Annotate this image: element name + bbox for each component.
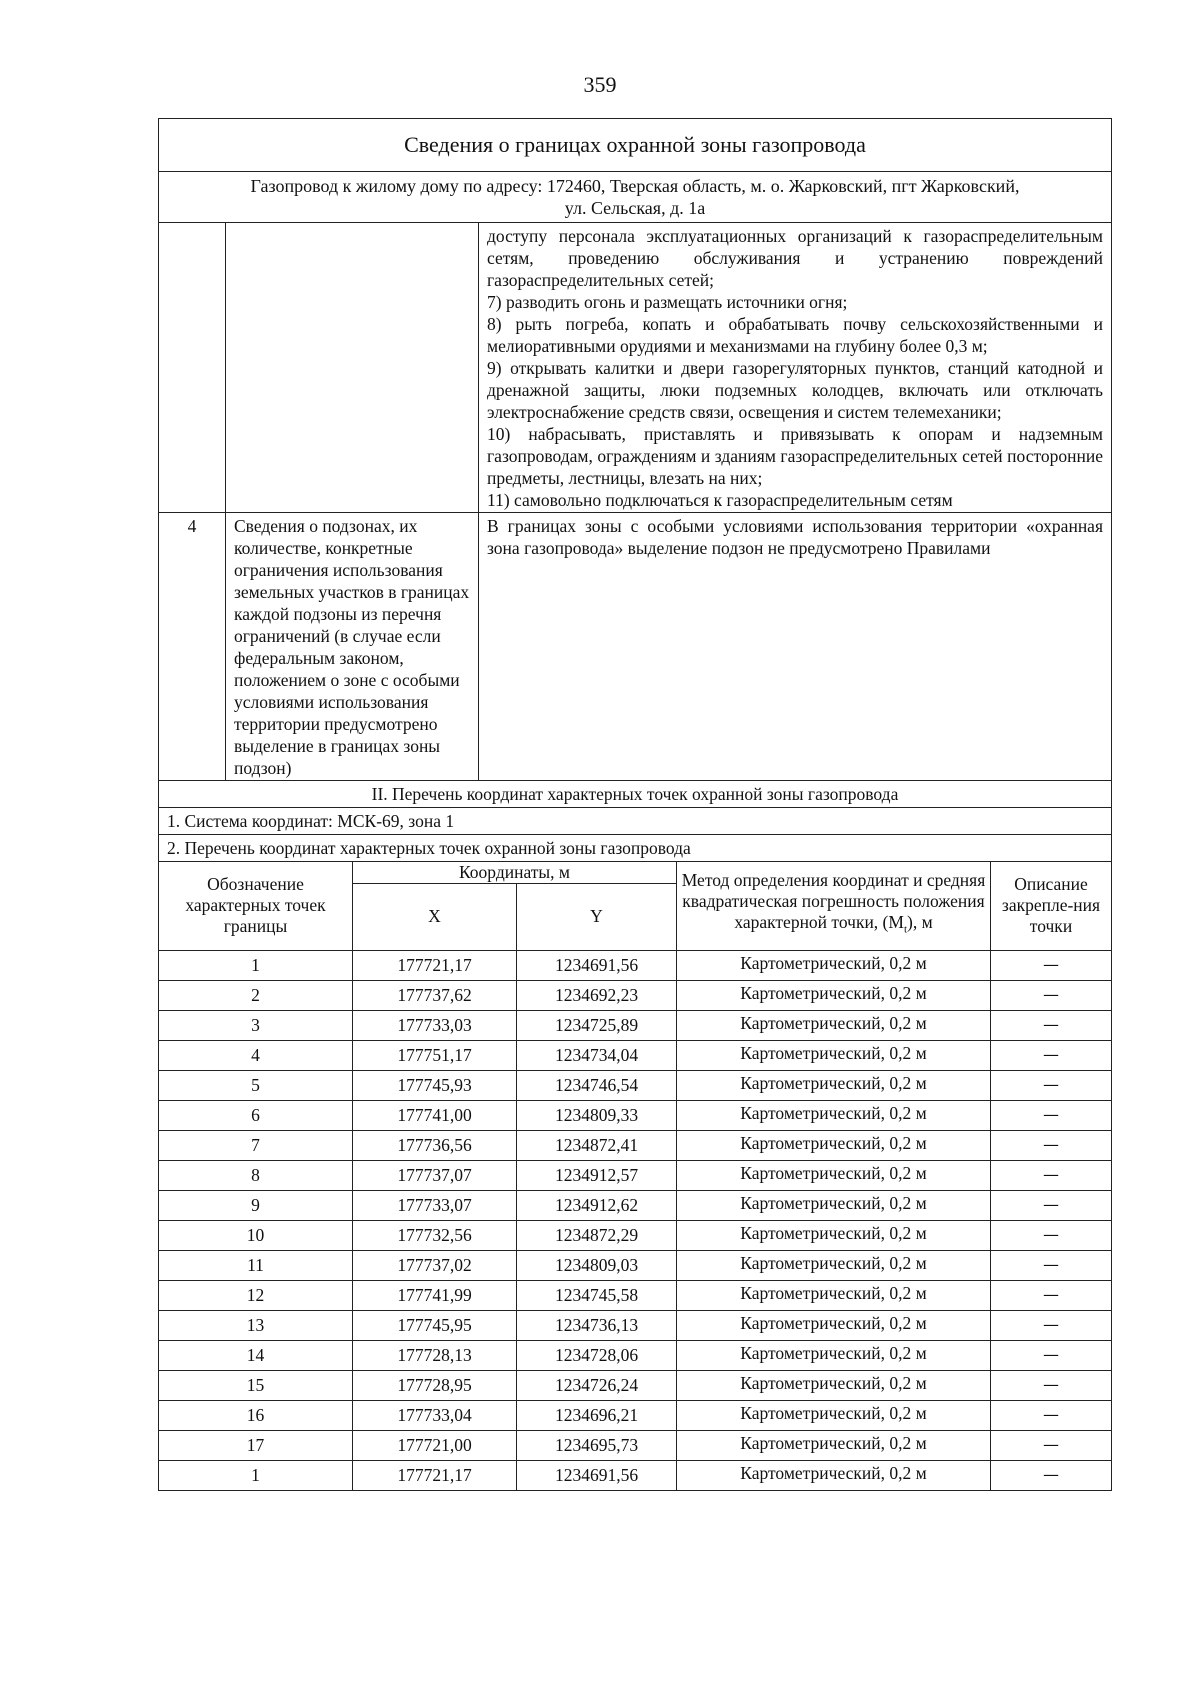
table-row — [159, 980, 1112, 1010]
x-cell: 177745,93 — [353, 1070, 517, 1100]
point-cell: 11 — [159, 1250, 353, 1280]
page-number: 359 — [583, 72, 617, 97]
restriction-item: 9) открывать калитки и двери газорегуляторных пунктов, станций катодной и дренажной защиты, люки подземных колодцев, включать или отключать электроснабжение средств связи, освещения и систем телемеханики; — [487, 358, 1103, 422]
x-cell: 177751,17 — [353, 1040, 517, 1070]
header-method-end: ), м — [907, 912, 933, 933]
x-cell: 177728,95 — [353, 1370, 517, 1400]
restrictions-list — [479, 223, 1112, 513]
y-cell: 1234728,06 — [517, 1340, 677, 1370]
method-cell: Картометрический, 0,2 м — [677, 1460, 991, 1490]
table-row — [159, 1130, 1112, 1160]
point-cell: 16 — [159, 1400, 353, 1430]
y-cell: 1234872,41 — [517, 1130, 677, 1160]
header-method-text: Метод определения координат и средняя квадратическая погрешность положения характерной точки, (M — [681, 870, 986, 933]
method-cell: Картометрический, 0,2 м — [677, 950, 991, 980]
table-row — [159, 1370, 1112, 1400]
x-cell: 177737,62 — [353, 980, 517, 1010]
description-cell: — — [991, 1070, 1112, 1100]
header-x: X — [353, 883, 517, 950]
y-cell: 1234725,89 — [517, 1010, 677, 1040]
description-cell: — — [991, 1130, 1112, 1160]
table-row — [159, 1340, 1112, 1370]
description-cell: — — [991, 1040, 1112, 1070]
x-cell: 177721,00 — [353, 1430, 517, 1460]
point-cell: 2 — [159, 980, 353, 1010]
empty-num-cell — [159, 223, 226, 513]
header-method-subscript: t — [903, 923, 908, 936]
table-row — [159, 1100, 1112, 1130]
address-line-1: Газопровод к жилому дому по адресу: 172460, Тверская область, м. о. Жарковский, пгт Жарковский, — [250, 176, 1020, 196]
y-cell: 1234736,13 — [517, 1310, 677, 1340]
table-row — [159, 1460, 1112, 1490]
method-cell: Картометрический, 0,2 м — [677, 1100, 991, 1130]
point-cell: 4 — [159, 1040, 353, 1070]
method-cell: Картометрический, 0,2 м — [677, 1370, 991, 1400]
description-cell: — — [991, 1310, 1112, 1340]
point-cell: 8 — [159, 1160, 353, 1190]
method-cell: Картометрический, 0,2 м — [677, 1280, 991, 1310]
header-description: Описание закрепле-ния точки — [991, 861, 1112, 950]
method-cell: Картометрический, 0,2 м — [677, 1430, 991, 1460]
table-row — [159, 1160, 1112, 1190]
description-cell: — — [991, 1430, 1112, 1460]
y-cell: 1234691,56 — [517, 950, 677, 980]
y-cell: 1234692,23 — [517, 980, 677, 1010]
x-cell: 177733,07 — [353, 1190, 517, 1220]
x-cell: 177733,03 — [353, 1010, 517, 1040]
y-cell: 1234912,62 — [517, 1190, 677, 1220]
header-y: Y — [517, 883, 677, 950]
y-cell: 1234696,21 — [517, 1400, 677, 1430]
row-number: 4 — [159, 513, 226, 781]
method-cell: Картометрический, 0,2 м — [677, 1250, 991, 1280]
table-row — [159, 1280, 1112, 1310]
x-cell: 177721,17 — [353, 1460, 517, 1490]
x-cell: 177736,56 — [353, 1130, 517, 1160]
method-cell: Картометрический, 0,2 м — [677, 1400, 991, 1430]
zone-info-table — [158, 118, 1112, 862]
method-cell: Картометрический, 0,2 м — [677, 1220, 991, 1250]
method-cell: Картометрический, 0,2 м — [677, 1040, 991, 1070]
pipeline-address — [159, 172, 1112, 223]
restriction-item: 10) набрасывать, приставлять и привязывать к опорам и надземным газопроводам, ограждениям и зданиям газораспределительных сетей посторонние предметы, лестницы, влезать на них; — [487, 424, 1103, 488]
method-cell: Картометрический, 0,2 м — [677, 1160, 991, 1190]
restriction-item: 8) рыть погреба, копать и обрабатывать почву сельскохозяйственными и мелиоративными орудиями и механизмами на глубину более 0,3 м; — [487, 314, 1103, 356]
empty-label-cell — [226, 223, 479, 513]
document-title: Сведения о границах охранной зоны газопровода — [159, 119, 1112, 172]
description-cell: — — [991, 1280, 1112, 1310]
description-cell: — — [991, 1160, 1112, 1190]
header-method — [677, 861, 991, 950]
description-cell: — — [991, 1250, 1112, 1280]
description-cell: — — [991, 1190, 1112, 1220]
table-row — [159, 1040, 1112, 1070]
restriction-item: 7) разводить огонь и размещать источники огня; — [487, 292, 848, 312]
subzones-description: В границах зоны с особыми условиями использования территории «охранная зона газопровода» выделение подзон не предусмотрено Правилами — [487, 516, 1103, 558]
x-cell: 177745,95 — [353, 1310, 517, 1340]
method-cell: Картометрический, 0,2 м — [677, 1070, 991, 1100]
point-cell: 1 — [159, 950, 353, 980]
method-cell: Картометрический, 0,2 м — [677, 980, 991, 1010]
y-cell: 1234734,04 — [517, 1040, 677, 1070]
point-cell: 15 — [159, 1370, 353, 1400]
coordinates-table — [158, 861, 1112, 1491]
y-cell: 1234691,56 — [517, 1460, 677, 1490]
table-row — [159, 1430, 1112, 1460]
description-cell: — — [991, 1010, 1112, 1040]
point-cell: 1 — [159, 1460, 353, 1490]
description-cell: — — [991, 980, 1112, 1010]
x-cell: 177728,13 — [353, 1340, 517, 1370]
description-cell: — — [991, 1100, 1112, 1130]
restriction-item: доступу персонала эксплуатационных организаций к газораспределительным сетям, проведению обслуживания и устранению повреждений газораспределительных сетей; — [487, 226, 1103, 290]
x-cell: 177741,99 — [353, 1280, 517, 1310]
header-point: Обозначение характерных точек границы — [159, 861, 353, 950]
point-cell: 12 — [159, 1280, 353, 1310]
x-cell: 177721,17 — [353, 950, 517, 980]
x-cell: 177732,56 — [353, 1220, 517, 1250]
coordinate-system: 1. Система координат: МСК-69, зона 1 — [159, 808, 1112, 835]
table-row — [159, 950, 1112, 980]
description-cell: — — [991, 1370, 1112, 1400]
method-cell: Картометрический, 0,2 м — [677, 1130, 991, 1160]
point-cell: 17 — [159, 1430, 353, 1460]
address-line-2: ул. Сельская, д. 1а — [564, 198, 706, 218]
table-row — [159, 1250, 1112, 1280]
table-row — [159, 1220, 1112, 1250]
x-cell: 177741,00 — [353, 1100, 517, 1130]
table-row — [159, 1400, 1112, 1430]
y-cell: 1234695,73 — [517, 1430, 677, 1460]
subzones-label: Сведения о подзонах, их количестве, конкретные ограничения использования земельных участков в границах каждой подзоны из перечня ограничений (в случае если федеральным законом, положением о зоне с особыми условиями использования территории предусмотрено выделение в границах зоны подзон) — [226, 513, 479, 781]
y-cell: 1234872,29 — [517, 1220, 677, 1250]
table-row — [159, 1190, 1112, 1220]
point-cell: 3 — [159, 1010, 353, 1040]
header-coordinates: Координаты, м — [353, 861, 677, 883]
restriction-item: 11) самовольно подключаться к газораспределительным сетям — [487, 490, 953, 510]
x-cell: 177737,02 — [353, 1250, 517, 1280]
description-cell: — — [991, 1340, 1112, 1370]
section-2-title: II. Перечень координат характерных точек охранной зоны газопровода — [159, 781, 1112, 808]
point-cell: 6 — [159, 1100, 353, 1130]
y-cell: 1234746,54 — [517, 1070, 677, 1100]
description-cell: — — [991, 1220, 1112, 1250]
point-cell: 14 — [159, 1340, 353, 1370]
point-cell: 13 — [159, 1310, 353, 1340]
method-cell: Картометрический, 0,2 м — [677, 1310, 991, 1340]
description-cell: — — [991, 1460, 1112, 1490]
method-cell: Картометрический, 0,2 м — [677, 1340, 991, 1370]
point-cell: 7 — [159, 1130, 353, 1160]
method-cell: Картометрический, 0,2 м — [677, 1190, 991, 1220]
y-cell: 1234809,33 — [517, 1100, 677, 1130]
point-cell: 9 — [159, 1190, 353, 1220]
description-cell: — — [991, 1400, 1112, 1430]
table-row — [159, 1010, 1112, 1040]
y-cell: 1234912,57 — [517, 1160, 677, 1190]
y-cell: 1234726,24 — [517, 1370, 677, 1400]
description-cell: — — [991, 950, 1112, 980]
point-cell: 5 — [159, 1070, 353, 1100]
method-cell: Картометрический, 0,2 м — [677, 1010, 991, 1040]
document-sheet — [158, 118, 1112, 1491]
coordinate-list-title: 2. Перечень координат характерных точек охранной зоны газопровода — [159, 835, 1112, 862]
x-cell: 177733,04 — [353, 1400, 517, 1430]
y-cell: 1234745,58 — [517, 1280, 677, 1310]
coordinates-body — [159, 950, 1112, 1490]
x-cell: 177737,07 — [353, 1160, 517, 1190]
table-row — [159, 1310, 1112, 1340]
y-cell: 1234809,03 — [517, 1250, 677, 1280]
point-cell: 10 — [159, 1220, 353, 1250]
subzones-text — [479, 513, 1112, 781]
table-row — [159, 1070, 1112, 1100]
